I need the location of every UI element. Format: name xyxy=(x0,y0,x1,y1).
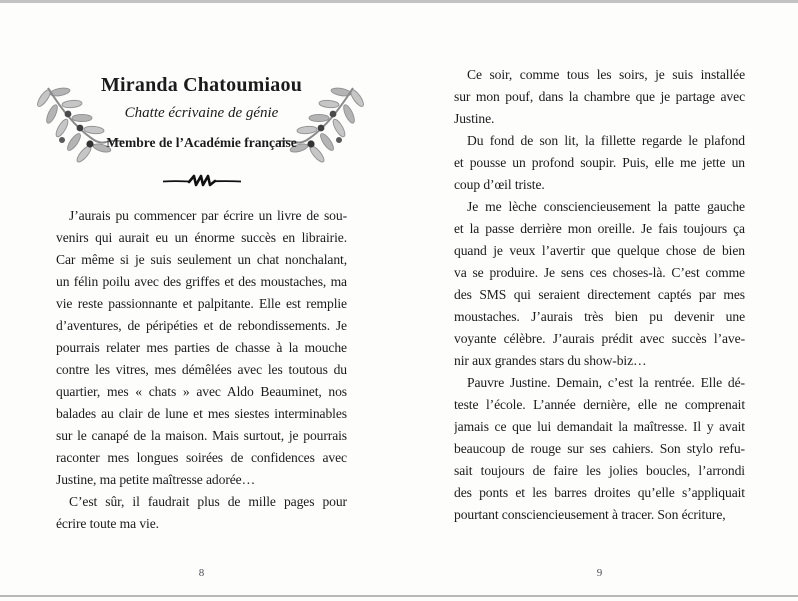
text-line: pourtant consciencieusement à tracer. Son écriture, xyxy=(454,507,726,522)
text-line: un félin poilu avec des griffes et des moustaches, ma xyxy=(56,274,347,289)
chapter-header xyxy=(56,0,347,200)
text-line: C’est sûr, il faudrait plus de mille pages pour xyxy=(69,494,347,509)
page-right xyxy=(454,0,745,601)
text-line: raconter mes longues soirées de confidences avec xyxy=(56,450,347,465)
text-line: et la passe derrière mon oreille. Je fais toujours ça xyxy=(454,221,745,236)
page-left xyxy=(56,0,347,601)
text-line: balades au clair de lune et mes siestes interminables xyxy=(56,406,347,421)
text-line: vie reste passionnante et palpitante. Elle est remplie xyxy=(56,296,347,311)
text-line: des ponts et les barres droites qu’elle s’appliquait xyxy=(454,485,745,500)
text-line: quand je veux l’avertir que quelque chose de bien xyxy=(454,243,745,258)
author-subtitle: Chatte écrivaine de génie xyxy=(124,105,279,121)
text-line: beaucoup de rouge sur ses cahiers. Son stylo refu- xyxy=(454,441,745,456)
page-number-left: 8 xyxy=(198,567,205,579)
text-line: Pauvre Justine. Demain, c’est la rentrée. Elle dé- xyxy=(467,375,745,390)
text-line: voyante célèbre. J’aurais prédit avec succès l’ave- xyxy=(454,331,745,346)
text-line: jamais ce que lui demandait la maîtresse. Il y avait xyxy=(454,419,745,434)
text-line: va se produire. Je sens ces choses-là. C’est comme xyxy=(454,265,745,280)
text-line: Justine, ma petite maîtresse adorée… xyxy=(56,472,256,487)
page-left-text xyxy=(56,205,347,535)
text-line: venirs qui aurait eu un énorme succès en librairie. xyxy=(56,230,347,245)
text-line: Du fond de son lit, la fillette regarde le plafond xyxy=(467,133,745,148)
text-line: sur mon pouf, dans la chambre que je partage avec xyxy=(454,89,745,104)
text-line: sait toujours de faire les jolies boucles, l’arrondi xyxy=(454,463,745,478)
text-line: et pousse un profond soupir. Puis, elle me jette un xyxy=(454,155,745,170)
text-line: Ce soir, comme tous les soirs, je suis installée xyxy=(467,67,745,82)
text-line: coup d’œil triste. xyxy=(454,177,545,192)
text-line: Car même si je suis seulement un chat nonchalant, xyxy=(56,252,347,267)
text-line: écrire toute ma vie. xyxy=(56,516,159,531)
text-line: Justine. xyxy=(454,111,495,126)
text-line: moustaches. J’aurais très bien pu devenir une xyxy=(454,309,745,324)
twist-divider-icon xyxy=(163,173,241,189)
text-line: nir aux grandes stars du show-biz… xyxy=(454,353,647,368)
text-line: contre les vitres, mes démêlées avec les toutous du xyxy=(56,362,347,377)
page-number-right: 9 xyxy=(596,567,603,579)
author-name: Miranda Chatoumiaou xyxy=(100,74,303,96)
author-affiliation: Membre de l’Académie française xyxy=(106,135,297,150)
text-line: pourrais relater mes parties de chasse à la mouche xyxy=(56,340,347,355)
page-right-text xyxy=(454,64,745,526)
text-line: J’aurais pu commencer par écrire un livre de sou- xyxy=(69,208,347,223)
text-line: des SMS qui seraient directement captés par mes xyxy=(454,287,745,302)
text-line: teste l’école. L’année dernière, elle ne comprenait xyxy=(454,397,745,412)
text-line: Je me lèche consciencieusement la patte gauche xyxy=(467,199,745,214)
text-line: sur le canapé de la maison. Mais surtout, je pourrais xyxy=(56,428,347,443)
text-line: d’aventures, de péripéties et de rebondissements. Je xyxy=(56,318,347,333)
text-line: quartier, mes « chats » avec Aldo Beauminet, nos xyxy=(56,384,347,399)
